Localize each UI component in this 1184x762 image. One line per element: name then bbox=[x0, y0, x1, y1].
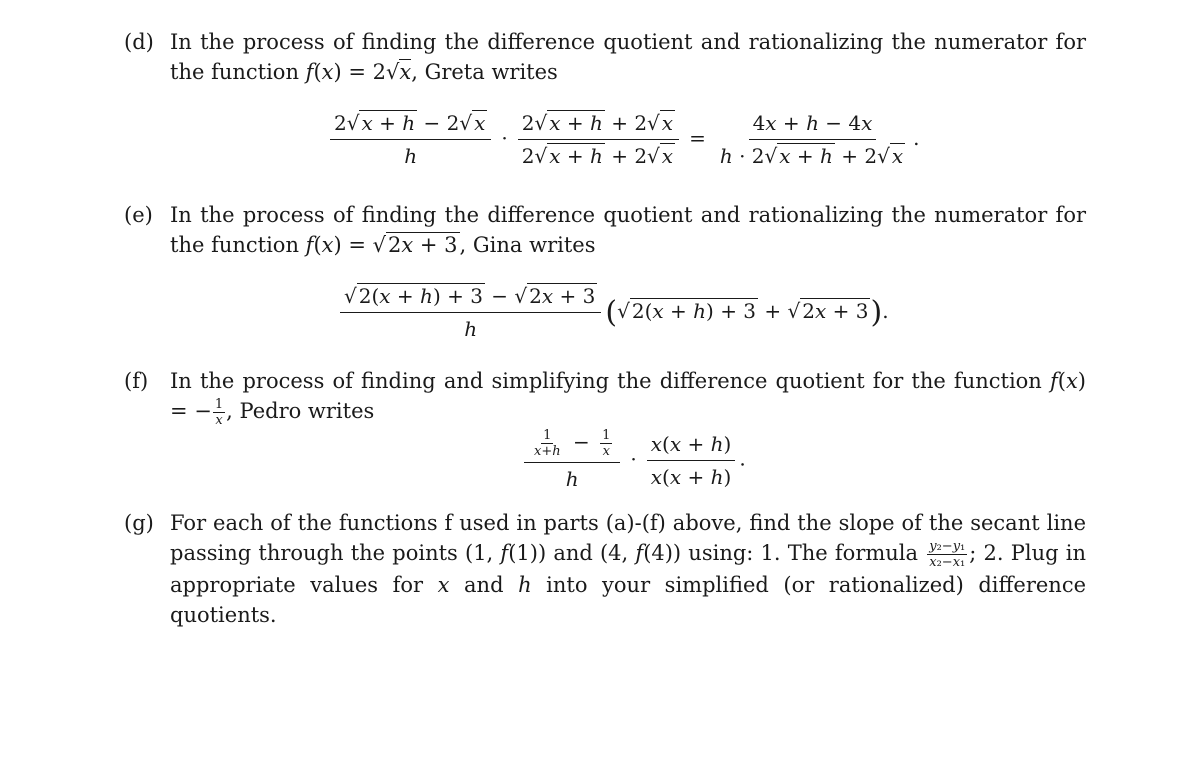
part-f bbox=[124, 366, 1086, 428]
eq-d-frac-3: $\frac{4x + h - 4x}{h \cdot 2√ x + h + 2√ x}$ bbox=[719, 111, 904, 168]
eq-f-frac-2: $\frac{x(x + h)}{x(x + h)}$ bbox=[647, 431, 736, 490]
part-d bbox=[124, 27, 1086, 87]
part-e bbox=[124, 200, 1086, 260]
eq-d-frac-1: $\frac{2√ x + h - 2√ x}{h}$ bbox=[330, 110, 491, 169]
part-g bbox=[124, 508, 1086, 630]
part-f-label: (f) bbox=[124, 369, 149, 393]
equation-e: $\frac{√ 2(x + h) + 3 - √ 2x + 3}{h}$ (√ 2(x + h) + 3 + √ 2x + 3). bbox=[336, 283, 889, 342]
equation-f: $\frac{1}{x+h}$ − $\frac{1}{x}$ h · $\frac{x(x + h)}{x(x + h)}$ . bbox=[520, 428, 746, 492]
part-e-text: In the process of finding the difference quotient and rationalizing the numerator for the function f(x) = √2x + 3, Gina writes bbox=[170, 203, 1086, 257]
part-g-label: (g) bbox=[124, 511, 154, 535]
equation-d: $\frac{2√ x + h - 2√ x}{h}$ · $\frac{2√ x + h + 2√ x}{2√ x + h + 2√ x}$ = $\frac{4x + h - 4x}{h \cdot 2√ x + h + 2√ x}$ . bbox=[326, 110, 920, 169]
eq-d-frac-2: $\frac{2√ x + h + 2√ x}{2√ x + h + 2√ x}$ bbox=[518, 110, 679, 169]
eq-e-frac-1: $\frac{√ 2(x + h) + 3 - √ 2x + 3}{h}$ bbox=[340, 283, 601, 342]
part-g-text: For each of the functions f used in parts (a)-(f) above, find the slope of the secant line passing through the points (1, f(1)) and (4, f(4)) using: 1. The formula $\frac{\text{y₂−y₁}}{\text{x₂−x₁}}$ ; 2. Plug in appropriate values for x and h into your simplified (or rationalized) difference quotients. bbox=[170, 511, 1087, 627]
part-d-label: (d) bbox=[124, 30, 154, 54]
eq-f-frac-1: $\frac{1}{x+h}$ − $\frac{1}{x}$ h bbox=[524, 428, 620, 492]
part-d-text: In the process of finding the difference quotient and rationalizing the numerator for the function f(x) = 2√x, Greta writes bbox=[170, 30, 1086, 84]
part-f-text: In the process of finding and simplifying the difference quotient for the function f(x) = − $\frac{1}{x}$ , Pedro writes bbox=[170, 369, 1086, 428]
part-e-label: (e) bbox=[124, 203, 153, 227]
